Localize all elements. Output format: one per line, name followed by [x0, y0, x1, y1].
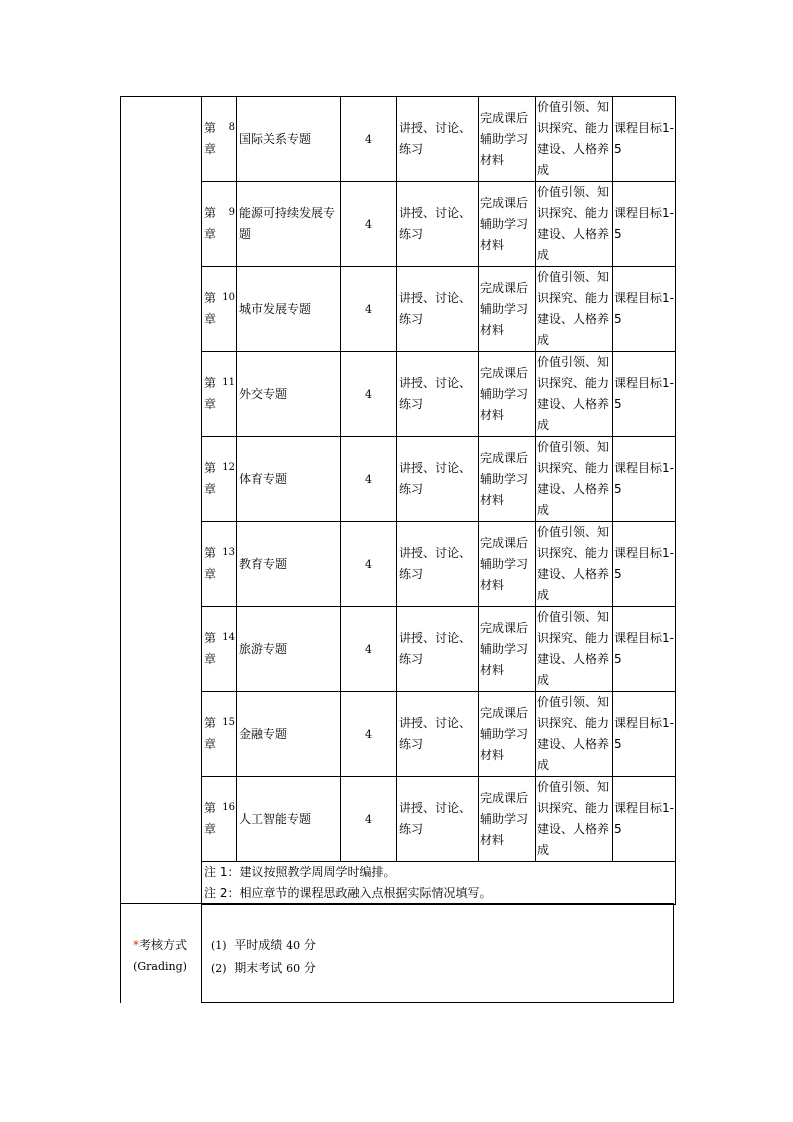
- assignment-cell: 完成课后辅助学习材料: [479, 522, 536, 607]
- method-cell: 讲授、讨论、练习: [397, 607, 479, 692]
- hours-cell: 4: [341, 267, 397, 352]
- chapter-suffix: 章: [204, 397, 217, 411]
- assignment-cell: 完成课后辅助学习材料: [479, 607, 536, 692]
- grading-item-unit: 分: [303, 938, 316, 952]
- ideology-cell: 价值引领、知识探究、能力建设、人格养成: [536, 437, 613, 522]
- table-row: [202, 182, 676, 267]
- grading-items: [211, 934, 316, 980]
- required-marker: *: [132, 938, 139, 952]
- table-row: [202, 777, 676, 862]
- chapter-number: 14: [222, 632, 235, 643]
- table-row: [202, 97, 676, 182]
- topic-cell: 外交专题: [237, 352, 341, 437]
- method-cell: 讲授、讨论、练习: [397, 777, 479, 862]
- assignment-cell: 完成课后辅助学习材料: [479, 692, 536, 777]
- chapter-prefix: 第: [204, 121, 217, 135]
- chapter-suffix: 章: [204, 482, 217, 496]
- chapter-suffix: 章: [204, 822, 217, 836]
- chapter-prefix: 第: [204, 291, 217, 305]
- note-line: 注 1：建议按照教学周周学时编排。: [204, 865, 396, 879]
- chapter-cell: [202, 97, 237, 182]
- ideology-cell: 价值引领、知识探究、能力建设、人格养成: [536, 692, 613, 777]
- chapter-prefix: 第: [204, 206, 217, 220]
- method-cell: 讲授、讨论、练习: [397, 522, 479, 607]
- ideology-cell: 价值引领、知识探究、能力建设、人格养成: [536, 352, 613, 437]
- notes-row: [202, 862, 676, 905]
- chapter-cell: [202, 437, 237, 522]
- grading-item-prefix: (2): [211, 962, 227, 975]
- goal-cell: 课程目标1-5: [613, 607, 676, 692]
- topic-cell: 国际关系专题: [237, 97, 341, 182]
- grading-title: 考核方式: [138, 938, 187, 952]
- left-column-grading-border: [120, 903, 202, 904]
- hours-cell: 4: [341, 522, 397, 607]
- topic-cell: 人工智能专题: [237, 777, 341, 862]
- hours-cell: 4: [341, 97, 397, 182]
- grading-item-prefix: (1): [211, 939, 227, 952]
- table-row: [202, 522, 676, 607]
- goal-cell: 课程目标1-5: [613, 267, 676, 352]
- goal-cell: 课程目标1-5: [613, 182, 676, 267]
- ideology-cell: 价值引领、知识探究、能力建设、人格养成: [536, 607, 613, 692]
- chapter-number: 11: [222, 377, 235, 388]
- topic-cell: 体育专题: [237, 437, 341, 522]
- note-line: 注 2：相应章节的课程思政融入点根据实际情况填写。: [204, 886, 492, 900]
- hours-cell: 4: [341, 352, 397, 437]
- chapter-number: 12: [222, 462, 235, 473]
- ideology-cell: 价值引领、知识探究、能力建设、人格养成: [536, 97, 613, 182]
- topic-cell: 教育专题: [237, 522, 341, 607]
- left-column-top-border: [120, 96, 202, 97]
- grading-item-text: 平时成绩: [234, 938, 283, 952]
- schedule-table: [201, 96, 676, 905]
- assignment-cell: 完成课后辅助学习材料: [479, 97, 536, 182]
- ideology-cell: 价值引领、知识探究、能力建设、人格养成: [536, 182, 613, 267]
- chapter-cell: [202, 182, 237, 267]
- grading-label: [120, 934, 200, 978]
- table-row: [202, 692, 676, 777]
- table-row: [202, 607, 676, 692]
- hours-cell: 4: [341, 437, 397, 522]
- ideology-cell: 价值引领、知识探究、能力建设、人格养成: [536, 522, 613, 607]
- method-cell: 讲授、讨论、练习: [397, 97, 479, 182]
- method-cell: 讲授、讨论、练习: [397, 267, 479, 352]
- chapter-cell: [202, 692, 237, 777]
- grading-item: [211, 934, 316, 957]
- notes-cell: [202, 862, 676, 905]
- grading-item-score: 40: [286, 939, 301, 952]
- chapter-suffix: 章: [204, 737, 217, 751]
- method-cell: 讲授、讨论、练习: [397, 692, 479, 777]
- topic-cell: 城市发展专题: [237, 267, 341, 352]
- method-cell: 讲授、讨论、练习: [397, 352, 479, 437]
- hours-cell: 4: [341, 692, 397, 777]
- table-row: [202, 352, 676, 437]
- assignment-cell: 完成课后辅助学习材料: [479, 352, 536, 437]
- chapter-suffix: 章: [204, 652, 217, 666]
- chapter-suffix: 章: [204, 312, 217, 326]
- topic-cell: 旅游专题: [237, 607, 341, 692]
- hours-cell: 4: [341, 777, 397, 862]
- chapter-prefix: 第: [204, 461, 217, 475]
- chapter-number: 10: [222, 292, 235, 303]
- grading-item-unit: 分: [303, 961, 316, 975]
- ideology-cell: 价值引领、知识探究、能力建设、人格养成: [536, 777, 613, 862]
- grading-item-text: 期末考试: [234, 961, 283, 975]
- goal-cell: 课程目标1-5: [613, 97, 676, 182]
- chapter-number: 8: [228, 122, 235, 133]
- grading-item: [211, 957, 316, 980]
- chapter-prefix: 第: [204, 376, 217, 390]
- method-cell: 讲授、讨论、练习: [397, 182, 479, 267]
- chapter-cell: [202, 352, 237, 437]
- method-cell: 讲授、讨论、练习: [397, 437, 479, 522]
- chapter-cell: [202, 607, 237, 692]
- goal-cell: 课程目标1-5: [613, 692, 676, 777]
- chapter-prefix: 第: [204, 546, 217, 560]
- assignment-cell: 完成课后辅助学习材料: [479, 267, 536, 352]
- grading-item-score: 60: [286, 962, 301, 975]
- chapter-prefix: 第: [204, 801, 217, 815]
- grading-title-en: (Grading): [133, 960, 187, 973]
- hours-cell: 4: [341, 607, 397, 692]
- chapter-number: 16: [222, 802, 235, 813]
- chapter-suffix: 章: [204, 567, 217, 581]
- chapter-number: 13: [222, 547, 235, 558]
- chapter-cell: [202, 522, 237, 607]
- chapter-suffix: 章: [204, 227, 217, 241]
- ideology-cell: 价值引领、知识探究、能力建设、人格养成: [536, 267, 613, 352]
- table-row: [202, 267, 676, 352]
- topic-cell: 金融专题: [237, 692, 341, 777]
- assignment-cell: 完成课后辅助学习材料: [479, 777, 536, 862]
- table-row: [202, 437, 676, 522]
- hours-cell: 4: [341, 182, 397, 267]
- chapter-number: 15: [222, 717, 235, 728]
- chapter-suffix: 章: [204, 142, 217, 156]
- topic-cell: 能源可持续发展专题: [237, 182, 341, 267]
- goal-cell: 课程目标1-5: [613, 522, 676, 607]
- chapter-cell: [202, 777, 237, 862]
- chapter-prefix: 第: [204, 631, 217, 645]
- goal-cell: 课程目标1-5: [613, 437, 676, 522]
- left-column-border: [120, 96, 121, 1003]
- assignment-cell: 完成课后辅助学习材料: [479, 182, 536, 267]
- goal-cell: 课程目标1-5: [613, 777, 676, 862]
- goal-cell: 课程目标1-5: [613, 352, 676, 437]
- chapter-cell: [202, 267, 237, 352]
- chapter-number: 9: [228, 207, 235, 218]
- assignment-cell: 完成课后辅助学习材料: [479, 437, 536, 522]
- chapter-prefix: 第: [204, 716, 217, 730]
